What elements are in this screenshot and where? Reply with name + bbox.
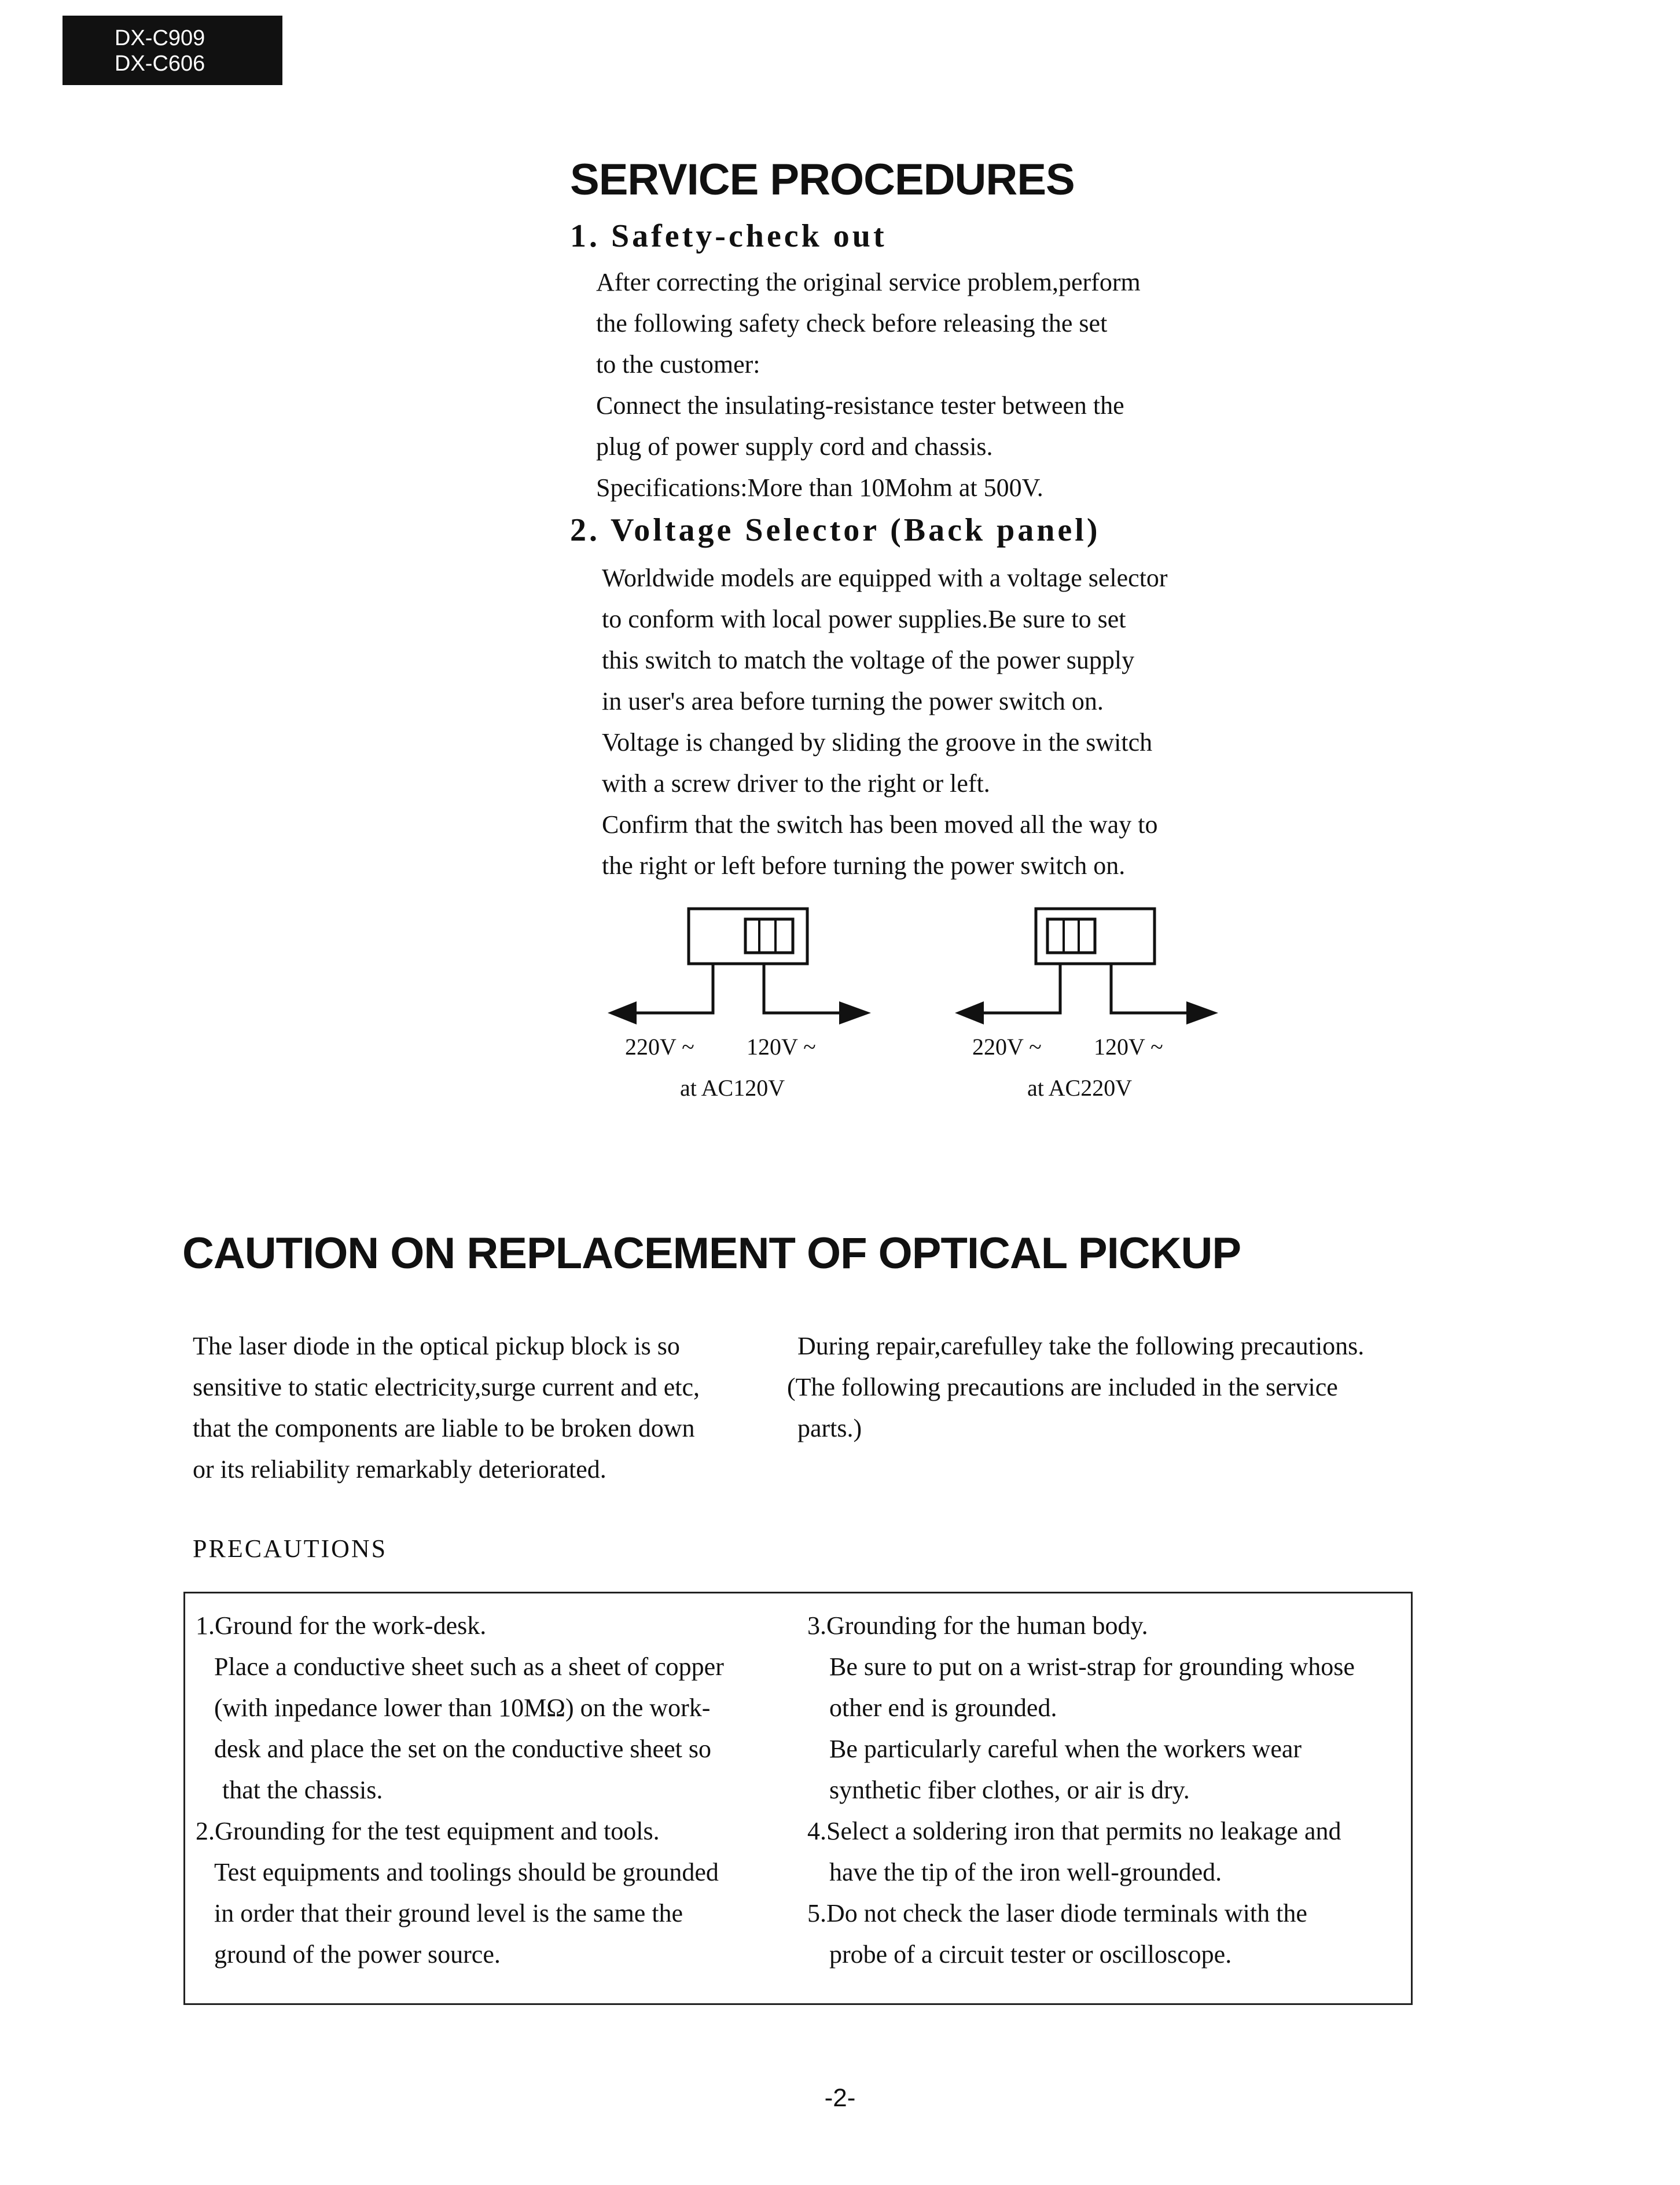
text-line: the following safety check before releasing the set (596, 309, 1108, 337)
text-line: probe of a circuit tester or oscilloscope. (829, 1940, 1232, 1969)
text-line: Worldwide models are equipped with a voltage selector (602, 564, 1168, 592)
text-line: with a screw driver to the right or left. (602, 769, 990, 798)
safety-heading: 1. Safety-check out (570, 218, 887, 254)
page-number: -2- (824, 2084, 856, 2112)
model-name-1: DX-C909 (115, 26, 205, 50)
text-line: have the tip of the iron well-grounded. (829, 1858, 1222, 1886)
text-line: in user's area before turning the power switch on. (602, 687, 1104, 715)
text-line: to the customer: (596, 350, 760, 379)
switch-ac220v-drawing (955, 903, 1256, 1042)
switch-diagram-ac120v (608, 903, 909, 1117)
precaution-item: 4.Select a soldering iron that permits no leakage and (807, 1817, 1341, 1845)
text-line: other end is grounded. (829, 1694, 1057, 1722)
text-line: in order that their ground level is the same the (214, 1899, 683, 1927)
precaution-item: 3.Grounding for the human body. (807, 1611, 1148, 1640)
switch-caption: at AC120V (680, 1075, 785, 1101)
text-line: plug of power supply cord and chassis. (596, 432, 993, 461)
switch-right-voltage: 120V ~ (1094, 1034, 1163, 1060)
caution-left-paragraph (193, 1325, 700, 1490)
precaution-item: 1.Ground for the work-desk. (196, 1611, 487, 1640)
text-line: this switch to match the voltage of the power supply (602, 646, 1135, 674)
text-line: Test equipments and toolings should be grounded (214, 1858, 719, 1886)
model-badge (63, 16, 282, 85)
service-title: SERVICE PROCEDURES (570, 155, 1075, 204)
text-line: synthetic fiber clothes, or air is dry. (829, 1776, 1190, 1804)
precautions-heading (193, 1528, 387, 1569)
switch-diagram-ac220v (955, 903, 1256, 1117)
text-line: (The following precautions are included in the service (787, 1373, 1338, 1401)
text-line: desk and place the set on the conductive sheet so (214, 1735, 711, 1763)
text-line: (with inpedance lower than 10MΩ) on the work- (214, 1694, 711, 1722)
text-line: Place a conductive sheet such as a sheet of copper (214, 1652, 724, 1681)
switch-left-voltage: 220V ~ (972, 1034, 1042, 1060)
text-line: that the components are liable to be broken down (193, 1414, 695, 1442)
text-line: sensitive to static electricity,surge current and etc, (193, 1373, 700, 1401)
caution-right-paragraph (787, 1325, 1364, 1449)
switch-right-voltage: 120V ~ (747, 1034, 816, 1060)
voltage-paragraph (602, 557, 1168, 886)
text-line: Confirm that the switch has been moved all the way to (602, 810, 1158, 839)
switch-ac120v-drawing (608, 903, 909, 1042)
text-line: Voltage is changed by sliding the groove in the switch (602, 728, 1153, 757)
text-line: During repair,carefulley take the following precautions. (797, 1332, 1365, 1360)
text-line: to conform with local power supplies.Be sure to set (602, 605, 1126, 633)
safety-paragraph (596, 262, 1141, 508)
text-line: Be particularly careful when the workers wear (829, 1735, 1302, 1763)
text-line: ground of the power source. (214, 1940, 501, 1969)
model-name-2: DX-C606 (115, 52, 205, 76)
precautions-left-column (196, 1605, 724, 1975)
text-line: parts.) (797, 1414, 862, 1442)
text-line: or its reliability remarkably deteriorated. (193, 1455, 606, 1483)
text-line: Specifications:More than 10Mohm at 500V. (596, 473, 1043, 502)
text-line: The laser diode in the optical pickup block is so (193, 1332, 680, 1360)
text-line: the right or left before turning the power switch on. (602, 851, 1126, 880)
precautions-right-column (807, 1605, 1355, 1975)
voltage-heading: 2. Voltage Selector (Back panel) (570, 512, 1101, 548)
text-line: that the chassis. (222, 1776, 383, 1804)
caution-title: CAUTION ON REPLACEMENT OF OPTICAL PICKUP (182, 1229, 1241, 1278)
text-line: After correcting the original service problem,perform (596, 268, 1141, 296)
precaution-item: 2.Grounding for the test equipment and tools. (196, 1817, 660, 1845)
text-line: Connect the insulating-resistance tester between the (596, 391, 1124, 420)
switch-caption: at AC220V (1027, 1075, 1133, 1101)
precautions-box (183, 1592, 1413, 2005)
precautions-heading-text: PRECAUTIONS (193, 1534, 388, 1563)
precaution-item: 5.Do not check the laser diode terminals with the (807, 1899, 1307, 1927)
text-line: Be sure to put on a wrist-strap for grounding whose (829, 1652, 1355, 1681)
switch-left-voltage: 220V ~ (625, 1034, 694, 1060)
